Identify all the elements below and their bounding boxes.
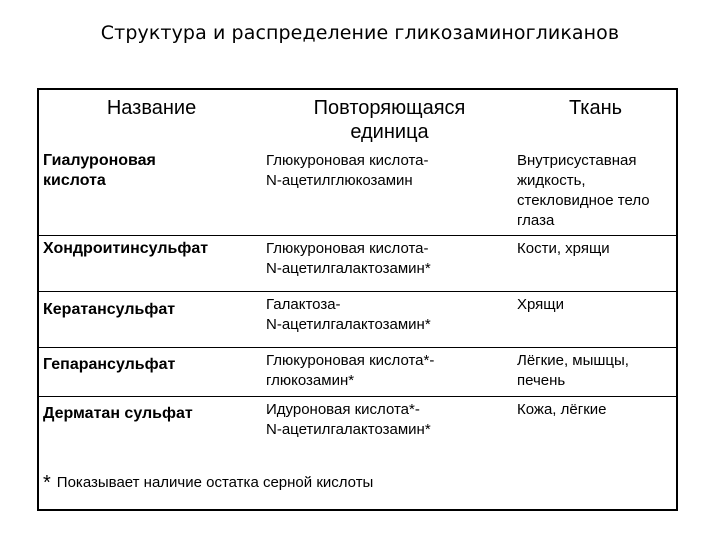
header-name-text: Название bbox=[106, 97, 197, 119]
header-tissue-text: Ткань bbox=[568, 97, 623, 119]
cell-line: Гиалуроновая bbox=[43, 152, 156, 169]
cell-tissue bbox=[515, 291, 676, 347]
cell-line: Кератансульфат bbox=[43, 300, 176, 318]
cell-line: N-ацетилглюкозамин bbox=[266, 172, 413, 189]
cell-tissue bbox=[515, 235, 676, 291]
cell-tissue bbox=[515, 347, 676, 396]
cell-line: Галактоза- bbox=[266, 295, 341, 313]
header-unit-line1: Повторяющаяся bbox=[313, 97, 466, 119]
cell-line: Глюкуроновая кислота- bbox=[266, 152, 429, 169]
footnote bbox=[43, 473, 373, 493]
cell-line: глюкозамин* bbox=[266, 371, 355, 389]
cell-line: Внутрисуставная bbox=[517, 152, 637, 169]
header-row bbox=[39, 90, 676, 148]
cell-line: Хондроитинсульфат bbox=[43, 239, 209, 257]
cell-tissue bbox=[515, 396, 676, 448]
cell-name bbox=[39, 291, 264, 347]
cell-name bbox=[39, 396, 264, 448]
cell-line: N-ацетилгалактозамин* bbox=[266, 315, 431, 333]
cell-line: Лёгкие, мышцы, bbox=[517, 351, 629, 369]
cell-unit bbox=[264, 396, 515, 448]
cell-line: Кожа, лёгкие bbox=[517, 400, 607, 418]
cell-name bbox=[39, 347, 264, 396]
cell-line: глаза bbox=[517, 212, 555, 229]
cell-line: Глюкуроновая кислота*- bbox=[266, 351, 435, 369]
cell-line: Хрящи bbox=[517, 295, 565, 313]
header-unit-line2: единица bbox=[350, 121, 429, 143]
footnote-mark: * bbox=[43, 472, 51, 494]
header-unit bbox=[264, 90, 515, 148]
cell-line: стекловидное тело bbox=[517, 192, 650, 209]
cell-line: Дерматан сульфат bbox=[43, 404, 193, 422]
cell-unit bbox=[264, 291, 515, 347]
cell-tissue bbox=[515, 148, 676, 235]
footnote-text: Показывает наличие остатка серной кислоты bbox=[56, 474, 374, 491]
header-name bbox=[39, 90, 264, 148]
cell-line: Глюкуроновая кислота- bbox=[266, 239, 429, 257]
cell-line: кислота bbox=[43, 172, 106, 189]
table-row bbox=[39, 347, 676, 396]
slide-title: Структура и распределение гликозаминогликанов bbox=[100, 22, 620, 44]
cell-unit bbox=[264, 148, 515, 235]
cell-line: Гепарансульфат bbox=[43, 355, 176, 373]
header-tissue bbox=[515, 90, 676, 148]
cell-name bbox=[39, 235, 264, 291]
gag-table bbox=[39, 90, 676, 448]
cell-unit bbox=[264, 235, 515, 291]
cell-unit bbox=[264, 347, 515, 396]
table-frame bbox=[37, 88, 678, 511]
table-row bbox=[39, 235, 676, 291]
cell-line: Идуроновая кислота*- bbox=[266, 400, 420, 418]
cell-line: печень bbox=[517, 371, 566, 389]
cell-name bbox=[39, 148, 264, 235]
cell-line: N-ацетилгалактозамин* bbox=[266, 420, 431, 438]
table-row bbox=[39, 291, 676, 347]
cell-line: N-ацетилгалактозамин* bbox=[266, 259, 431, 277]
cell-line: Кости, хрящи bbox=[517, 239, 610, 257]
table-row bbox=[39, 148, 676, 235]
table-row bbox=[39, 396, 676, 448]
cell-line: жидкость, bbox=[517, 172, 586, 189]
